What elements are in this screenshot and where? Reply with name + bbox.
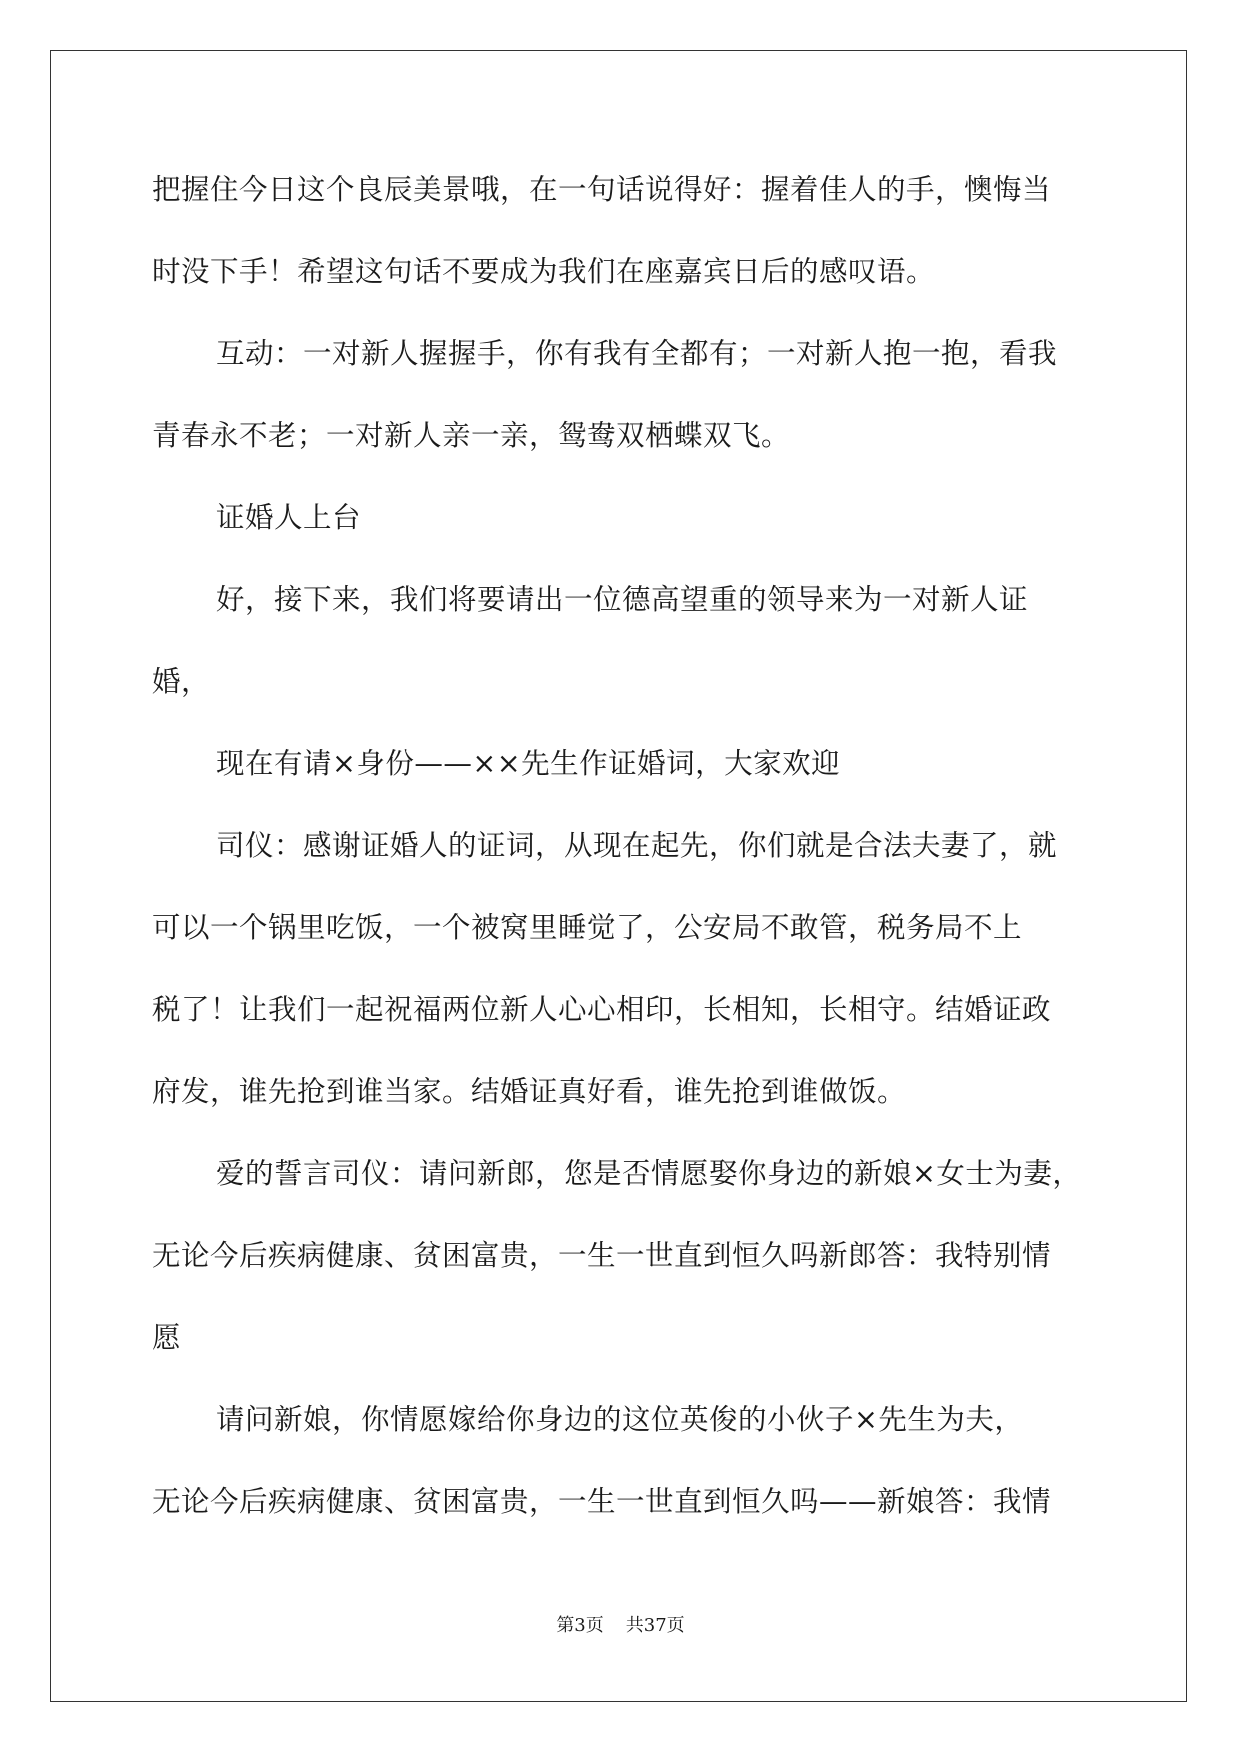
section-heading: 证婚人上台 [216,501,362,534]
text-line: 无论今后疾病健康、贫困富贵，一生一世直到恒久吗——新娘答：我情 [152,1485,1052,1518]
text-line: 司仪：感谢证婚人的证词，从现在起先，你们就是合法夫妻了，就 [216,829,1058,862]
text-line: 时没下手！希望这句话不要成为我们在座嘉宾日后的感叹语。 [152,255,936,288]
text-line: 婚， [152,665,211,698]
text-line: 爱的誓言司仪：请问新郎，您是否情愿娶你身边的新娘×女士为妻， [216,1157,1082,1190]
page-border [50,50,1187,1702]
page-number: 第3页 [556,1615,604,1636]
text-line: 无论今后疾病健康、贫困富贵，一生一世直到恒久吗新郎答：我特别情 [152,1239,1052,1272]
text-line: 青春永不老；一对新人亲一亲，鸳鸯双栖蝶双飞。 [152,419,791,452]
text-line: 现在有请×身份——××先生作证婚词，大家欢迎 [216,747,841,780]
text-line: 府发，谁先抢到谁当家。结婚证真好看，谁先抢到谁做饭。 [152,1075,907,1108]
text-line: 愿 [152,1321,182,1354]
text-line: 可以一个锅里吃饭，一个被窝里睡觉了，公安局不敢管，税务局不上 [152,911,1023,944]
page-total: 共37页 [625,1615,685,1636]
text-line: 税了！让我们一起祝福两位新人心心相印，长相知，长相守。结婚证政 [152,993,1052,1026]
text-line: 好，接下来，我们将要请出一位德高望重的领导来为一对新人证 [216,583,1029,616]
text-line: 请问新娘，你情愿嫁给你身边的这位英俊的小伙子×先生为夫， [216,1403,1024,1436]
text-line: 互动：一对新人握握手，你有我有全都有；一对新人抱一抱，看我 [216,337,1058,370]
text-line: 把握住今日这个良辰美景哦，在一句话说得好：握着佳人的手，懊悔当 [152,173,1052,206]
page-footer [0,1614,1241,1638]
